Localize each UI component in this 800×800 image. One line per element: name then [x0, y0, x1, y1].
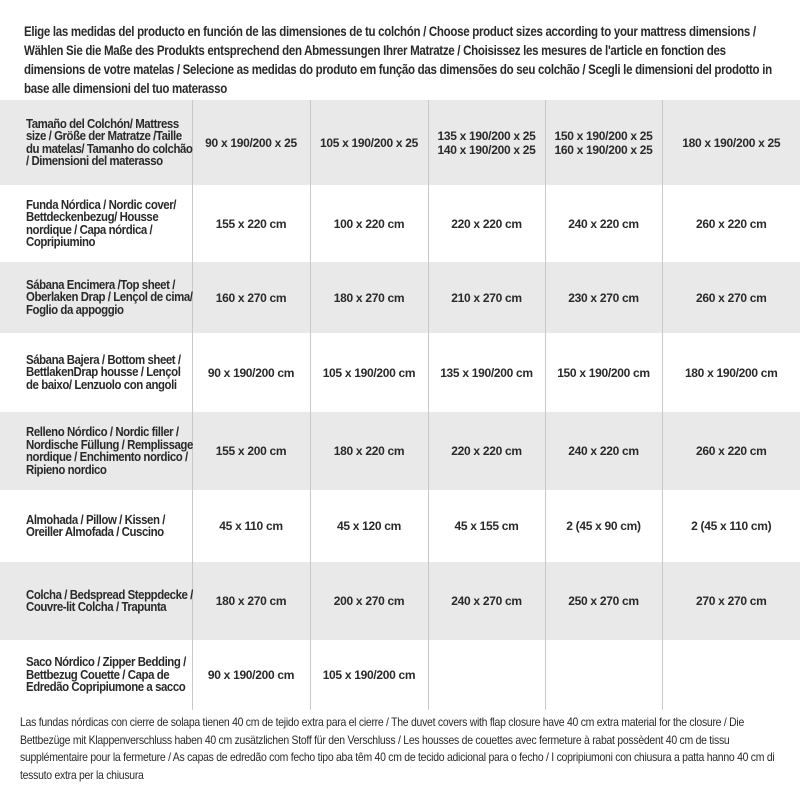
table-row: [0, 490, 800, 562]
size-cell: 105 x 190/200 x 25: [310, 100, 428, 185]
size-cell: 90 x 190/200 x 25: [192, 100, 310, 185]
row-label-text: Sábana Encimera /Top sheet / Oberlaken Drap / Lençol de cima/ Foglio da appoggio: [26, 276, 193, 317]
size-cell: 220 x 220 cm: [428, 412, 545, 490]
size-cell: 270 x 270 cm: [662, 562, 800, 640]
size-cell: 150 x 190/200 cm: [545, 333, 662, 412]
row-label: [0, 185, 192, 262]
table-row: [0, 412, 800, 490]
size-cell: 155 x 200 cm: [192, 412, 310, 490]
row-label: [0, 262, 192, 333]
size-cell: 180 x 220 cm: [310, 412, 428, 490]
row-label-text: Almohada / Pillow / Kissen / Oreiller Almofada / Cuscino: [26, 511, 165, 539]
size-cell: 45 x 155 cm: [428, 490, 545, 562]
size-cell: 180 x 190/200 cm: [662, 333, 800, 412]
size-cell: 260 x 220 cm: [662, 185, 800, 262]
row-label: [0, 412, 192, 490]
size-cell: 210 x 270 cm: [428, 262, 545, 333]
size-cell: 2 (45 x 110 cm): [662, 490, 800, 562]
row-label-text: Colcha / Bedspread Steppdecke / Couvre-lit Colcha / Trapunta: [26, 586, 193, 614]
table-row: [0, 640, 800, 710]
table-row: [0, 185, 800, 262]
size-cell: 260 x 270 cm: [662, 262, 800, 333]
row-label: [0, 562, 192, 640]
size-cell: [545, 640, 662, 710]
row-label: [0, 640, 192, 710]
size-cell: 105 x 190/200 cm: [310, 640, 428, 710]
size-cell: 180 x 270 cm: [192, 562, 310, 640]
size-cell: 135 x 190/200 cm: [428, 333, 545, 412]
size-cell: 155 x 220 cm: [192, 185, 310, 262]
size-cell: 240 x 270 cm: [428, 562, 545, 640]
size-cell: 45 x 120 cm: [310, 490, 428, 562]
size-cell: 90 x 190/200 cm: [192, 333, 310, 412]
size-cell: 220 x 220 cm: [428, 185, 545, 262]
size-cell: 45 x 110 cm: [192, 490, 310, 562]
size-cell: 200 x 270 cm: [310, 562, 428, 640]
size-cell: 2 (45 x 90 cm): [545, 490, 662, 562]
row-label-text: Funda Nórdica / Nordic cover/ Bettdeckenbezug/ Housse nordique / Capa nórdica / Copripiumino: [26, 196, 176, 249]
size-cell: [662, 640, 800, 710]
size-cell: 135 x 190/200 x 25 140 x 190/200 x 25: [428, 100, 545, 185]
size-table: [0, 100, 800, 710]
size-cell: 230 x 270 cm: [545, 262, 662, 333]
size-cell: 240 x 220 cm: [545, 185, 662, 262]
size-cell: 160 x 270 cm: [192, 262, 310, 333]
size-cell: 180 x 270 cm: [310, 262, 428, 333]
size-cell: 100 x 220 cm: [310, 185, 428, 262]
table-row: [0, 562, 800, 640]
intro-text: Elige las medidas del producto en función de las dimensiones de tu colchón / Choose product sizes according to your mattress dimensions / Wählen Sie die Maße des Produkts entsprechend den Abmessungen Ihrer Matratze / Choisissez les mesures de l'article en fonction des dimensions de votre matelas / Selecione as medidas do produto em função das dimensões do seu colchão / Scegli le dimensioni del prodotto in base alle dimensioni del tuo materasso: [24, 24, 772, 96]
size-cell: 260 x 220 cm: [662, 412, 800, 490]
table-row: [0, 262, 800, 333]
table-row: [0, 100, 800, 185]
row-label-text: Saco Nórdico / Zipper Bedding / Bettbezug Couette / Capa de Edredão Copripiumone a sacco: [26, 654, 186, 695]
row-label-text: Tamaño del Colchón/ Mattress size / Größe der Matratze /Taille du matelas/ Tamanho do colchão / Dimensioni del materasso: [26, 115, 193, 168]
size-cell: 250 x 270 cm: [545, 562, 662, 640]
row-label: [0, 333, 192, 412]
size-cell: 180 x 190/200 x 25: [662, 100, 800, 185]
size-cell: 150 x 190/200 x 25 160 x 190/200 x 25: [545, 100, 662, 185]
row-label: [0, 100, 192, 185]
size-cell: 90 x 190/200 cm: [192, 640, 310, 710]
row-label-text: Relleno Nórdico / Nordic filler / Nordische Füllung / Remplissage nordique / Enchimento nordico / Ripieno nordico: [26, 424, 193, 477]
size-cell: 240 x 220 cm: [545, 412, 662, 490]
size-cell: 105 x 190/200 cm: [310, 333, 428, 412]
row-label-text: Sábana Bajera / Bottom sheet / BettlakenDrap housse / Lençol de baixo/ Lenzuolo con angoli: [26, 351, 181, 392]
size-cell: [428, 640, 545, 710]
table-row: [0, 333, 800, 412]
footnote: Las fundas nórdicas con cierre de solapa tienen 40 cm de tejido extra para el cierre / The duvet covers with flap closure have 40 cm extra material for the closure / Die Bettbezüge mit Klappenverschluss haben 40 cm zusätzlichen Stoff für den Verschluss / Les housses de couettes avec fermeture à rabat possèdent 40 cm de tissu supplémentaire pour la fermeture / As capas de edredão com fecho tipo aba têm 40 cm de tecido adicional para o fecho / I copripiumoni con chiusura a patta hanno 40 cm di tessuto extra per la chiusura: [20, 715, 775, 782]
row-label: [0, 490, 192, 562]
